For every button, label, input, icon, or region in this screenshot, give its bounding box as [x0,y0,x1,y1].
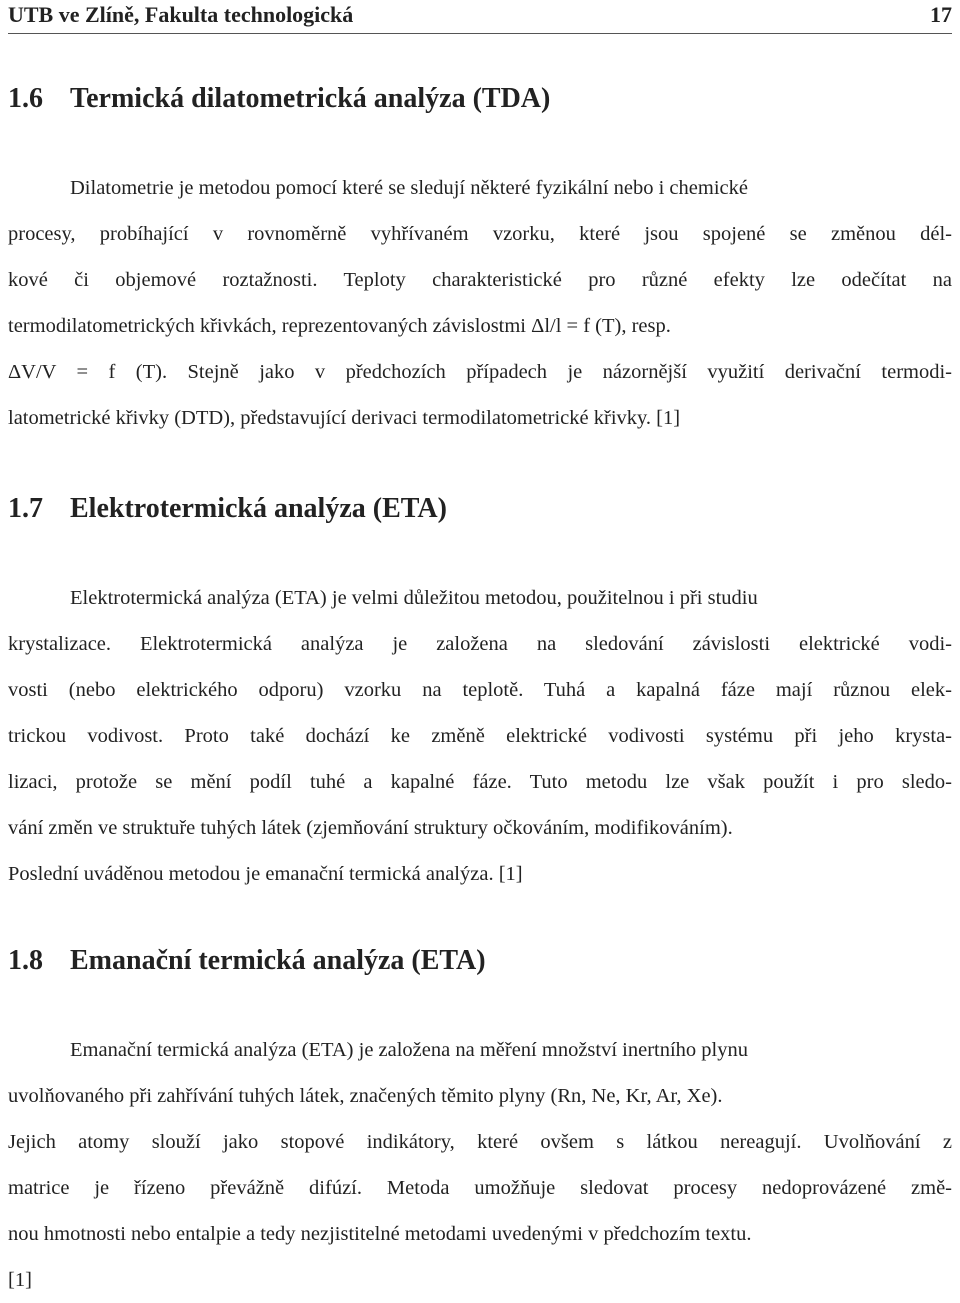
paragraph-line: trickou vodivost. Proto také dochází ke změně elektrické vodivosti systému při jeho krysta- [8,725,952,747]
paragraph-line: Emanační termická analýza (ETA) je založena na měření množství inertního plynu [70,1039,748,1061]
paragraph-line: latometrické křivky (DTD), představující derivaci termodilatometrické křivky. [1] [8,407,681,429]
paragraph-line: lizaci, protože se mění podíl tuhé a kapalné fáze. Tuto metodu lze však použít i pro sledo- [8,771,952,793]
header-institution: UTB ve Zlíně, Fakulta technologická [8,2,354,27]
paragraph-line: Poslední uváděnou metodou je emanační termická analýza. [1] [8,863,523,885]
paragraph-line: [1] [8,1269,32,1291]
section-heading-1-7 [8,491,447,527]
paragraph-tda [8,165,952,441]
section-number: 1.7 [8,493,43,524]
section-number: 1.8 [8,945,43,976]
paragraph-line: Jejich atomy slouží jako stopové indikátory, které ovšem s látkou nereagují. Uvolňování z [8,1131,952,1153]
section-title: Elektrotermická analýza (ETA) [70,493,447,524]
paragraph-line: nou hmotnosti nebo entalpie a tedy nezjistitelné metodami uvedenými v předchozím textu. [8,1223,752,1245]
paragraph-line: ΔV/V = f (T). Stejně jako v předchozích případech je názornější využití derivační termodi- [8,361,952,383]
paragraph-line: uvolňovaného při zahřívání tuhých látek, značených těmito plyny (Rn, Ne, Kr, Ar, Xe). [8,1085,723,1107]
paragraph-line: matrice je řízeno převážně difúzí. Metoda umožňuje sledovat procesy nedoprovázené změ- [8,1177,952,1199]
paragraph-line: krystalizace. Elektrotermická analýza je založena na sledování závislosti elektrické vodi- [8,633,952,655]
paragraph-line: Dilatometrie je metodou pomocí které se sledují některé fyzikální nebo i chemické [70,177,748,199]
paragraph-line: kové či objemové roztažnosti. Teploty charakteristické pro různé efekty lze odečítat na [8,269,952,291]
paragraph-eta-electrothermal [8,575,952,897]
section-number: 1.6 [8,83,43,114]
section-title: Termická dilatometrická analýza (TDA) [70,83,551,114]
paragraph-line: vání změn ve struktuře tuhých látek (zjemňování struktury očkováním, modifikováním). [8,817,733,839]
page-header [8,0,952,34]
section-heading-1-8 [8,943,486,979]
section-title: Emanační termická analýza (ETA) [70,945,486,976]
paragraph-line: Elektrotermická analýza (ETA) je velmi důležitou metodou, použitelnou i při studiu [70,587,758,609]
paragraph-line: vosti (nebo elektrického odporu) vzorku na teplotě. Tuhá a kapalná fáze mají různou elek- [8,679,952,701]
paragraph-line: procesy, probíhající v rovnoměrně vyhřívaném vzorku, které jsou spojené se změnou dél- [8,223,952,245]
section-heading-1-6 [8,81,550,117]
header-page-number: 17 [930,2,952,27]
paragraph-eta-emanation [8,1027,952,1303]
paragraph-line: termodilatometrických křivkách, reprezentovaných závislostmi Δl/l = f (T), resp. [8,315,671,337]
